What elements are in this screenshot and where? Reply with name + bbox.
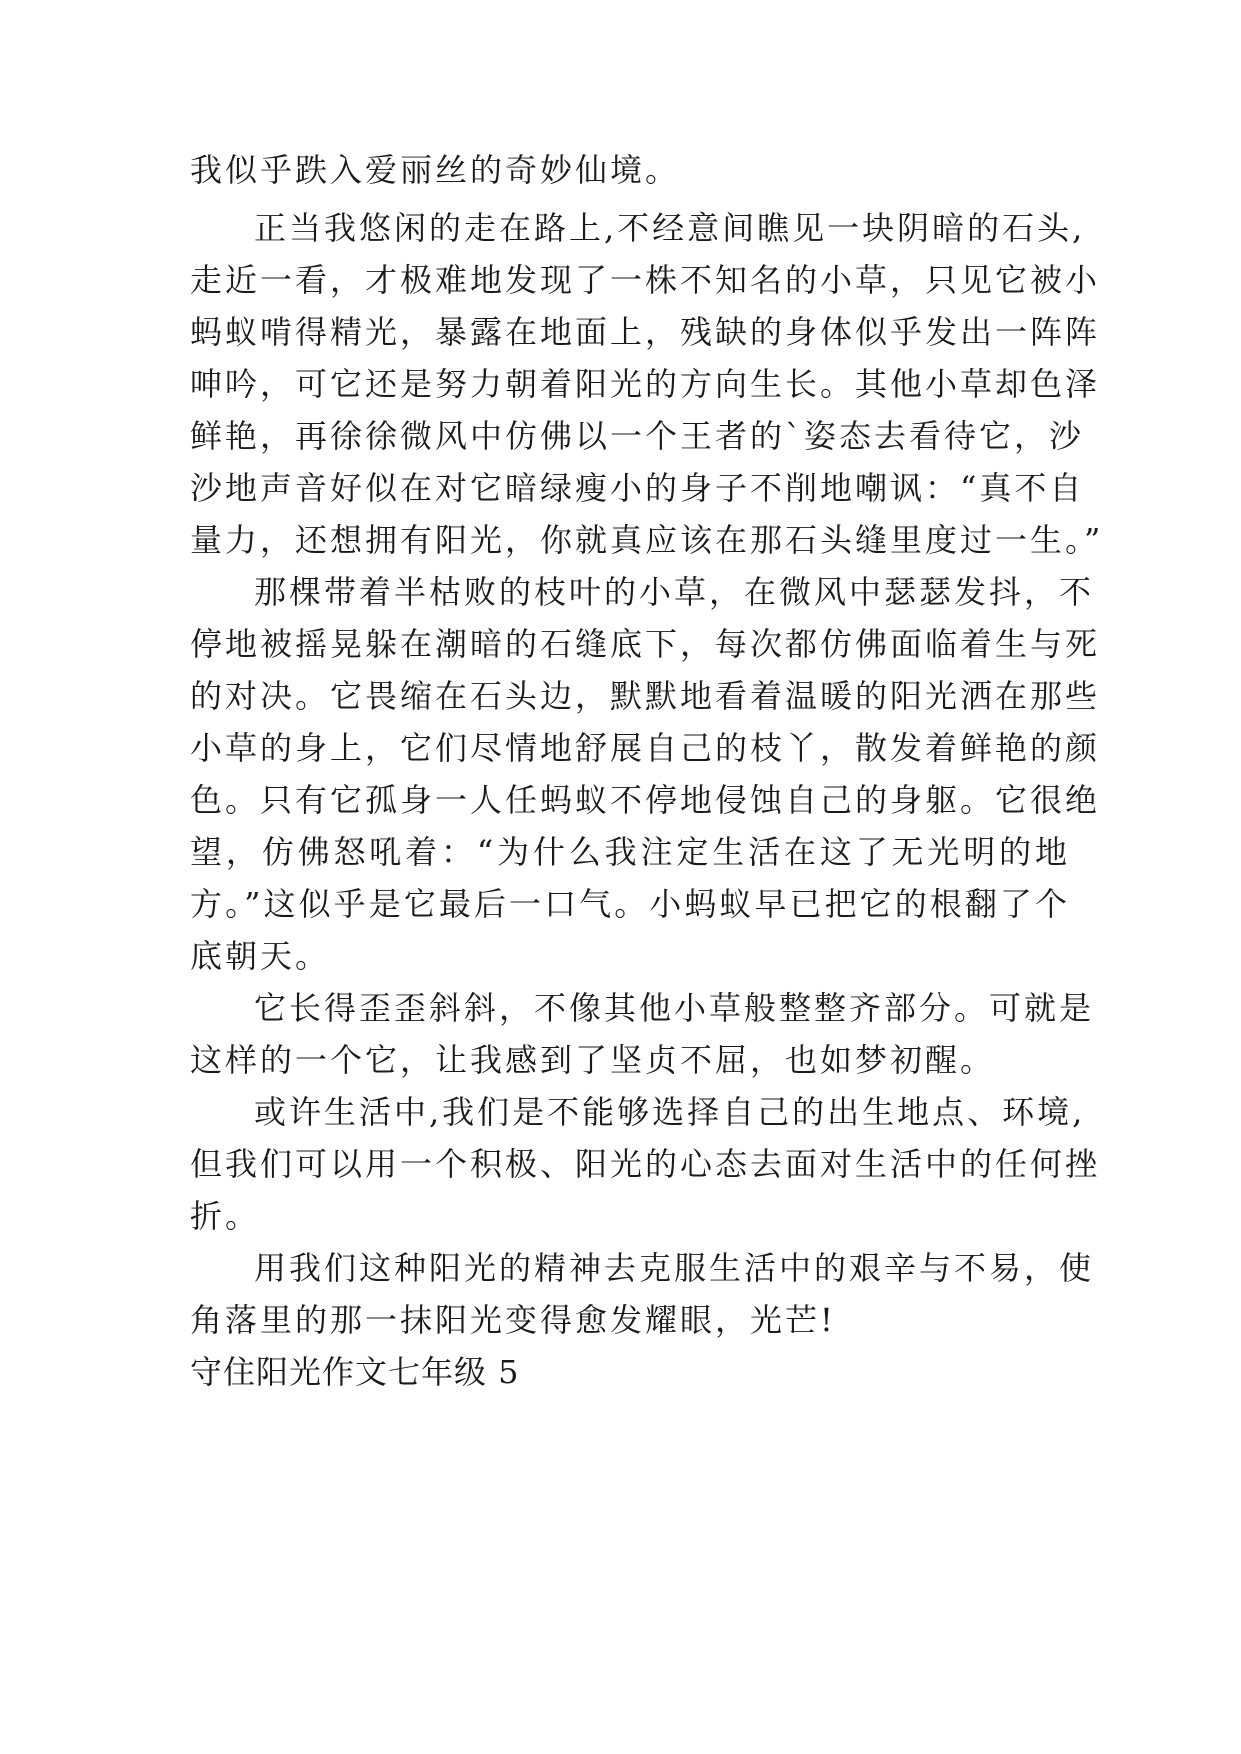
text-line: 蚂蚁啃得精光，暴露在地面上，残缺的身体似乎发出一阵阵 [190,313,1101,351]
text-line: 走近一看，才极难地发现了一株不知名的小草，只见它被小 [190,261,1101,299]
text-line: 折。 [190,1197,261,1235]
text-line: 这样的一个它，让我感到了坚贞不屈，也如梦初醒。 [190,1041,996,1079]
paragraph-first-line: 那棵带着半枯败的枝叶的小草，在微风中瑟瑟发抖，不 [254,573,1095,611]
text-line: 停地被摇晃躲在潮暗的石缝底下，每次都仿佛面临着生与死 [190,625,1101,663]
paragraph-first-line: 或许生活中,我们是不能够选择自己的出生地点、环境, [254,1093,1086,1131]
text-line: 方。”这似乎是它最后一口气。小蚂蚁早已把它的根翻了个 [190,885,1070,923]
paragraph-first-line: 用我们这种阳光的精神去克服生活中的艰辛与不易，使 [254,1249,1095,1287]
text-line: 望，仿佛怒吼着：“为什么我注定生活在这了无光明的地 [190,833,1070,871]
text-line: 底朝天。 [190,937,331,975]
text-line: 色。只有它孤身一人任蚂蚁不停地侵蚀自己的身躯。它很绝 [190,781,1101,819]
text-line: 沙地声音好似在对它暗绿瘦小的身子不削地嘲讽：“真不自 [190,469,1085,507]
text-line: 量力，还想拥有阳光，你就真应该在那石头缝里度过一生。” [190,521,1104,559]
section-heading: 守住阳光作文七年级 5 [190,1353,520,1391]
text-line: 呻吟，可它还是努力朝着阳光的方向生长。其他小草却色泽 [190,365,1101,403]
text-line: 但我们可以用一个积极、阳光的心态去面对生活中的任何挫 [190,1145,1101,1183]
paragraph-first-line: 它长得歪歪斜斜，不像其他小草般整整齐部分。可就是 [254,989,1095,1027]
text-line: 我似乎跌入爱丽丝的奇妙仙境。 [190,151,681,189]
paragraph-first-line: 正当我悠闲的走在路上,不经意间瞧见一块阴暗的石头, [254,209,1086,247]
text-line: 小草的身上，它们尽情地舒展自己的枝丫，散发着鲜艳的颜 [190,729,1101,767]
text-line: 鲜艳，再徐徐微风中仿佛以一个王者的`姿态去看待它，沙 [190,417,1085,455]
text-line: 角落里的那一抹阳光变得愈发耀眼，光芒! [190,1301,836,1339]
text-line: 的对决。它畏缩在石头边，默默地看着温暖的阳光洒在那些 [190,677,1101,715]
